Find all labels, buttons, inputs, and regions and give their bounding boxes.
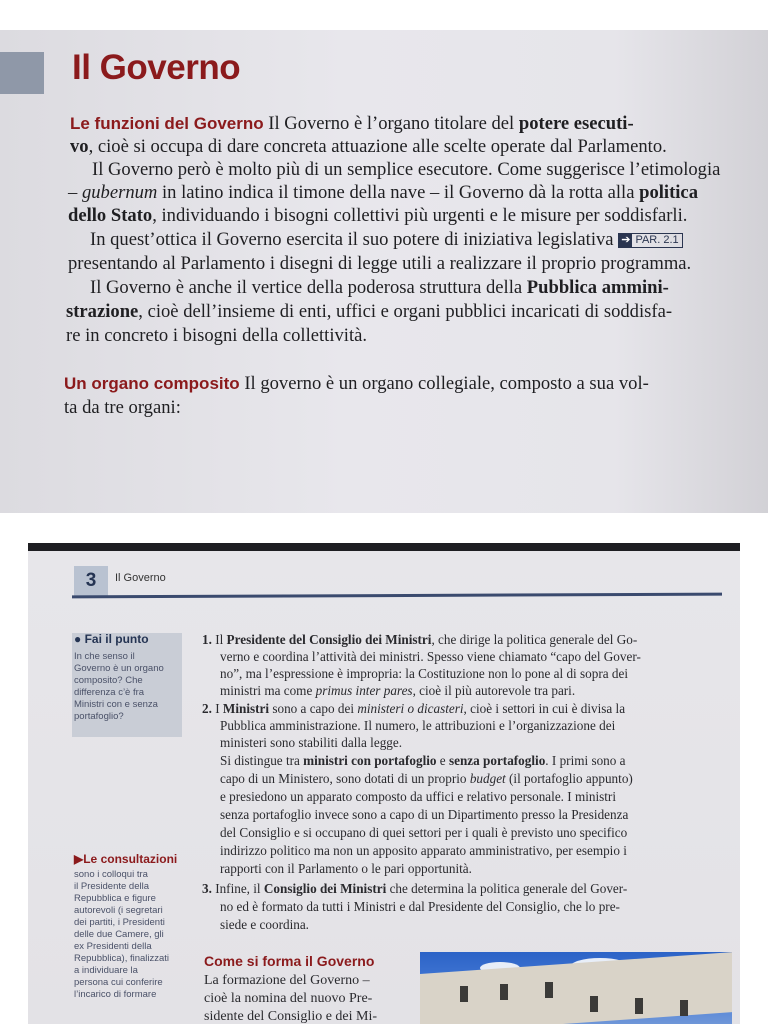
list-item-2-line-7: senza portafoglio invece sono a capo di un Dipartimento presso la Presidenza (220, 807, 629, 822)
window (545, 982, 553, 998)
sidebar1-line: portafoglio? (74, 711, 124, 722)
window (635, 998, 643, 1014)
paragraph-reference[interactable]: ➔ PAR. 2.1 (618, 233, 682, 248)
sidebar1-line: In che senso il (74, 651, 135, 662)
list-item-2-line-4: Si distingue tra ministri con portafoglio e senza portafoglio. I primi sono a (220, 753, 626, 768)
para1-line-1: Le funzioni del Governo Il Governo è l’organo titolare del potere esecuti- (70, 113, 634, 134)
arrow-right-icon: ➔ (621, 234, 631, 246)
page-edge-shadow (28, 543, 740, 551)
list-item-1-line-3: no”, ma l’espressione è impropria: la Costituzione non lo pone al di sopra dei (220, 666, 628, 681)
sidebar2-line: autorevoli (i segretari (74, 905, 163, 916)
sidebar2-line: il Presidente della (74, 881, 149, 892)
list-item-3-line-2: no ed è formato da tutti i Ministri e dal Presidente del Consiglio, che lo pre- (220, 899, 620, 914)
para1-line-9: strazione, cioè dell’insieme di enti, uffici e organi pubblici incaricati di soddisfa- (66, 301, 673, 322)
sidebar2-line: sono i colloqui tra (74, 869, 148, 880)
top-page (0, 30, 768, 513)
list-item-2-line-6: e presiedono un apparato composto da uffici e relativo personale. I ministri (220, 789, 616, 804)
list-item-2-line-8: del Consiglio e si occupano di quei settori per i quali è previsto uno specifico (220, 825, 628, 840)
para1-line-6: In quest’ottica il Governo esercita il suo potere di iniziativa legislativa ➔ PAR. 2.1 (90, 228, 683, 252)
window (460, 986, 468, 1002)
para1-line-7: presentando al Parlamento i disegni di legge utili a realizzare il proprio programma. (68, 253, 692, 274)
page-title: Il Governo (72, 48, 241, 87)
para1-line-2: vo, cioè si occupa di dare concreta attuazione alle scelte operate dal Parlamento. (70, 136, 667, 157)
list-item-1-line-1: 1. Il Presidente del Consiglio dei Ministri, che dirige la politica generale del Go- (202, 632, 638, 647)
sidebar1-line: Ministri con e senza (74, 699, 158, 710)
formation-line: cioè la nomina del nuovo Pre- (204, 991, 373, 1006)
sidebar2-line: Repubblica), finalizzati (74, 953, 170, 964)
para1-line-3: Il Governo però è molto più di un semplice esecutore. Come suggerisce l’etimologia (92, 159, 721, 180)
para1-line-4: – gubernum in latino indica il timone della nave – il Governo dà la rotta alla politica (68, 182, 698, 203)
formation-line: La formazione del Governo – (204, 973, 370, 988)
sidebar-fai-il-punto-heading: ● Fai il punto (74, 632, 149, 646)
sidebar2-line: l’incarico di formare (74, 989, 157, 1000)
chapter-number: 3 (74, 566, 108, 596)
sidebar-consultazioni-heading: ▶Le consultazioni (74, 852, 178, 866)
list-item-2-line-5: capo di un Ministero, sono dotati di un proprio budget (il portafoglio appunto) (220, 771, 633, 786)
list-item-3-line-3: siede e coordina. (220, 917, 309, 932)
list-item-2-line-9: indirizzo politico ma non un apposito apparato amministrativo, per esempio i (220, 843, 627, 858)
sidebar2-line: a individuare la (74, 965, 138, 976)
chapter-tab-marker (0, 52, 44, 94)
para2-line-1: Un organo composito Il governo è un organo collegiale, composto a sua vol- (64, 373, 649, 394)
section-heading-composito: Un organo composito (64, 374, 240, 393)
sidebar1-line: composito? Che (74, 675, 143, 686)
palazzo-chigi-photo (420, 952, 732, 1024)
sidebar1-line: Governo è un organo (74, 663, 164, 674)
sidebar2-line: delle due Camere, gli (74, 929, 164, 940)
section-heading-funzioni: Le funzioni del Governo (70, 114, 264, 133)
formation-line: sidente del Consiglio e dei Mi- (204, 1009, 378, 1024)
para1-line-5: dello Stato, individuando i bisogni collettivi più urgenti e le misure per soddisfarli. (68, 205, 688, 226)
window (680, 1000, 688, 1016)
list-item-2-line-3: ministeri sono stabiliti dalla legge. (220, 735, 403, 750)
list-item-2-line-10: rapporti con il Parlamento o le pari opportunità. (220, 861, 472, 876)
para1-line-8: Il Governo è anche il vertice della poderosa struttura della Pubblica ammini- (90, 277, 669, 298)
list-item-2-line-2: Pubblica amministrazione. Il numero, le attribuzioni e l’organizzazione dei (220, 718, 616, 733)
window (500, 984, 508, 1000)
list-item-1-line-4: ministri ma come primus inter pares, cioè il più autorevole tra pari. (220, 683, 576, 698)
sidebar2-line: ex Presidenti della (74, 941, 152, 952)
para2-line-2: ta da tre organi: (64, 397, 181, 418)
chapter-label: Il Governo (115, 572, 166, 584)
list-item-3-line-1: 3. Infine, il Consiglio dei Ministri che determina la politica generale del Gover- (202, 881, 628, 896)
window (590, 996, 598, 1012)
sidebar2-line: dei partiti, i Presidenti (74, 917, 165, 928)
section-heading-come-si-forma: Come si forma il Governo (204, 953, 375, 969)
para1-line-10: re in concreto i bisogni della collettività. (66, 325, 368, 346)
sidebar2-line: persona cui conferire (74, 977, 163, 988)
list-item-2-line-1: 2. I Ministri sono a capo dei ministeri o dicasteri, cioè i settori in cui è divisa la (202, 701, 626, 716)
sidebar2-line: Repubblica e figure (74, 893, 156, 904)
list-item-1-line-2: verno e coordina l’attività dei ministri. Spesso viene chiamato “capo del Gover- (220, 649, 641, 664)
sidebar1-line: differenza c’è fra (74, 687, 145, 698)
